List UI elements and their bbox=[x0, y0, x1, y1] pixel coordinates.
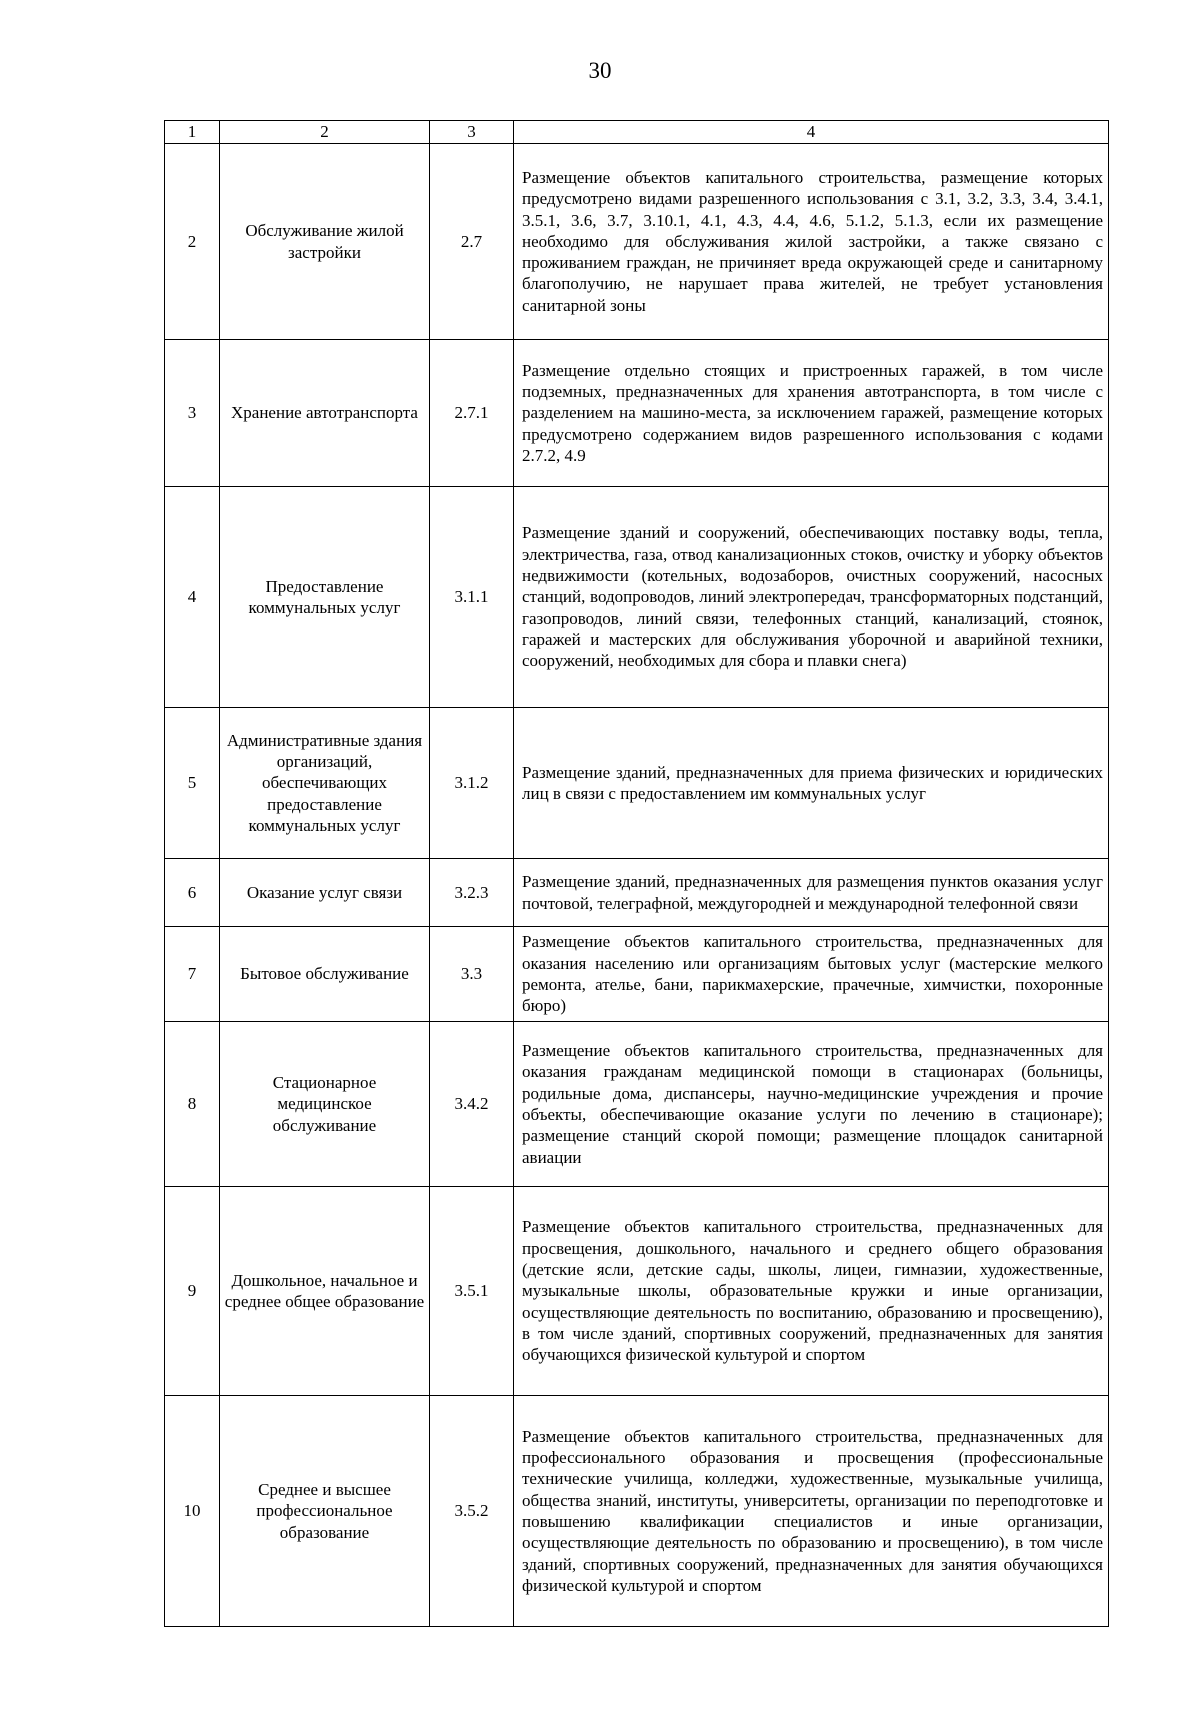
use-type-description: Размещение отдельно стоящих и пристроенных гаражей, в том числе подземных, предназначенных для хранения автотранспорта, в том числе с разделением на машино-места, за исключением гаражей, размещение которых предусмотрено содержанием видов разрешенного использования с кодами 2.7.2, 4.9 bbox=[514, 340, 1109, 487]
use-type-description: Размещение объектов капитального строительства, предназначенных для оказания населению или организациям бытовых услуг (мастерские мелкого ремонта, ателье, бани, парикмахерские, прачечные, химчистки, похоронные бюро) bbox=[514, 927, 1109, 1022]
table-row bbox=[165, 1187, 1109, 1396]
use-type-description: Размещение объектов капитального строительства, предназначенных для профессионального образования и просвещения (профессиональные технические училища, колледжи, художественные, музыкальные училища, общества знаний, институты, университеты, организации по переподготовке и повышению квалификации специалистов и иные организации, осуществляющие деятельность по образованию и просвещению), в том числе зданий, спортивных сооружений, предназначенных для занятия обучающихся физической культурой и спортом bbox=[514, 1396, 1109, 1627]
use-type-name: Обслуживание жилой застройки bbox=[220, 144, 430, 340]
use-type-code: 3.3 bbox=[430, 927, 514, 1022]
use-type-description: Размещение объектов капитального строительства, предназначенных для оказания гражданам медицинской помощи в стационарах (больницы, родильные дома, диспансеры, научно-медицинские учреждения и прочие объекты, обеспечивающие оказание услуги по лечению в стационаре); размещение станций скорой помощи; размещение площадок санитарной авиации bbox=[514, 1022, 1109, 1187]
row-number: 5 bbox=[165, 708, 220, 859]
table-row bbox=[165, 708, 1109, 859]
table-row bbox=[165, 340, 1109, 487]
use-type-code: 3.2.3 bbox=[430, 859, 514, 927]
row-number: 3 bbox=[165, 340, 220, 487]
column-header-3: 3 bbox=[430, 121, 514, 144]
use-type-name: Бытовое обслуживание bbox=[220, 927, 430, 1022]
use-type-code: 3.1.2 bbox=[430, 708, 514, 859]
row-number: 2 bbox=[165, 144, 220, 340]
use-type-description: Размещение объектов капитального строительства, предназначенных для просвещения, дошкольного, начального и среднего общего образования (детские ясли, детские сады, школы, лицеи, гимназии, художественные, музыкальные школы, образовательные кружки и иные организации, осуществляющие деятельность по воспитанию, образованию и просвещению), в том числе зданий, спортивных сооружений, предназначенных для занятия обучающихся физической культурой и спортом bbox=[514, 1187, 1109, 1396]
row-number: 4 bbox=[165, 487, 220, 708]
row-number: 7 bbox=[165, 927, 220, 1022]
use-type-name: Стационарное медицинское обслуживание bbox=[220, 1022, 430, 1187]
column-header-4: 4 bbox=[514, 121, 1109, 144]
table-row bbox=[165, 859, 1109, 927]
row-number: 10 bbox=[165, 1396, 220, 1627]
use-type-code: 2.7.1 bbox=[430, 340, 514, 487]
page-number: 30 bbox=[588, 58, 612, 83]
land-use-table bbox=[164, 120, 1109, 1627]
use-type-name: Административные здания организаций, обеспечивающих предоставление коммунальных услуг bbox=[220, 708, 430, 859]
use-type-name: Предоставление коммунальных услуг bbox=[220, 487, 430, 708]
use-type-name: Хранение автотранспорта bbox=[220, 340, 430, 487]
use-type-name: Среднее и высшее профессиональное образование bbox=[220, 1396, 430, 1627]
use-type-code: 3.5.1 bbox=[430, 1187, 514, 1396]
column-header-2: 2 bbox=[220, 121, 430, 144]
table-row bbox=[165, 1396, 1109, 1627]
table-row bbox=[165, 487, 1109, 708]
row-number: 6 bbox=[165, 859, 220, 927]
use-type-description: Размещение зданий, предназначенных для приема физических и юридических лиц в связи с предоставлением им коммунальных услуг bbox=[514, 708, 1109, 859]
use-type-code: 2.7 bbox=[430, 144, 514, 340]
use-type-description: Размещение зданий, предназначенных для размещения пунктов оказания услуг почтовой, телеграфной, междугородней и международной телефонной связи bbox=[514, 859, 1109, 927]
table-row bbox=[165, 1022, 1109, 1187]
row-number: 8 bbox=[165, 1022, 220, 1187]
use-type-code: 3.4.2 bbox=[430, 1022, 514, 1187]
use-type-name: Оказание услуг связи bbox=[220, 859, 430, 927]
row-number: 9 bbox=[165, 1187, 220, 1396]
use-type-name: Дошкольное, начальное и среднее общее образование bbox=[220, 1187, 430, 1396]
use-type-code: 3.1.1 bbox=[430, 487, 514, 708]
use-type-description: Размещение зданий и сооружений, обеспечивающих поставку воды, тепла, электричества, газа, отвод канализационных стоков, очистку и уборку объектов недвижимости (котельных, водозаборов, очистных сооружений, насосных станций, водопроводов, линий электропередач, трансформаторных подстанций, газопроводов, линий связи, телефонных станций, канализаций, стоянок, гаражей и мастерских для обслуживания уборочной и аварийной техники, сооружений, необходимых для сбора и плавки снега) bbox=[514, 487, 1109, 708]
column-header-1: 1 bbox=[165, 121, 220, 144]
use-type-description: Размещение объектов капитального строительства, размещение которых предусмотрено видами разрешенного использования с 3.1, 3.2, 3.3, 3.4, 3.4.1, 3.5.1, 3.6, 3.7, 3.10.1, 4.1, 4.3, 4.4, 4.6, 5.1.2, 5.1.3, если их размещение необходимо для обслуживания жилой застройки, а также связано с проживанием граждан, не причиняет вреда окружающей среде и санитарному благополучию, не нарушает права жителей, не требует установления санитарной зоны bbox=[514, 144, 1109, 340]
use-type-code: 3.5.2 bbox=[430, 1396, 514, 1627]
table-row bbox=[165, 144, 1109, 340]
table-header-row bbox=[165, 121, 1109, 144]
table-row bbox=[165, 927, 1109, 1022]
